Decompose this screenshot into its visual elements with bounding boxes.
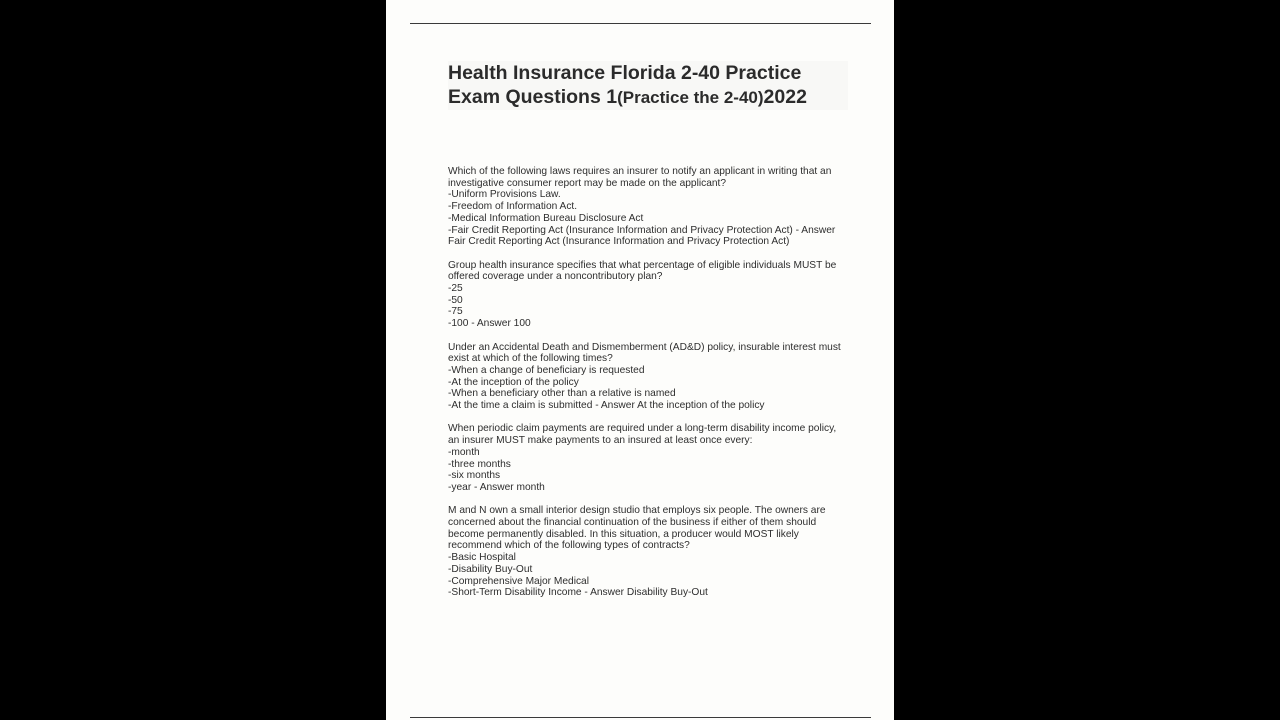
question-block xyxy=(448,342,858,412)
question-line: -Medical Information Bureau Disclosure Act xyxy=(448,212,644,224)
document-page xyxy=(386,0,894,720)
question-line: -50 xyxy=(448,294,463,306)
top-rule xyxy=(410,23,871,24)
question-block xyxy=(448,423,858,493)
question-text: M and N own a small interior design studio that employs six people. The owners are xyxy=(448,505,826,517)
question-line: offered coverage under a noncontributory plan? xyxy=(448,271,663,283)
question-line: -year - Answer month xyxy=(448,481,545,493)
question-line: -When a change of beneficiary is requested xyxy=(448,364,645,376)
question-line: become permanently disabled. In this situation, a producer would MOST likely xyxy=(448,528,799,540)
bottom-rule xyxy=(410,717,871,718)
question-line: -When a beneficiary other than a relative is named xyxy=(448,388,676,400)
question-text: Group health insurance specifies that what percentage of eligible individuals MUST be xyxy=(448,259,837,271)
title-line-2-paren: (Practice the 2-40) xyxy=(617,88,764,107)
question-line: -Comprehensive Major Medical xyxy=(448,575,589,587)
title-line-2 xyxy=(448,85,848,110)
title-line-2-year: 2022 xyxy=(763,86,807,108)
title-line-2-main: Exam Questions 1 xyxy=(448,86,618,108)
question-line: concerned about the financial continuation of the business if either of them should xyxy=(448,517,817,529)
question-block xyxy=(448,260,858,330)
question-line: -Short-Term Disability Income - Answer Disability Buy-Out xyxy=(448,587,708,599)
question-text: Which of the following laws requires an insurer to notify an applicant in writing that an xyxy=(448,166,832,177)
question-line: investigative consumer report may be made on the applicant? xyxy=(448,177,727,189)
question-block xyxy=(448,166,858,248)
document-title xyxy=(448,61,848,110)
title-line-1: Health Insurance Florida 2-40 Practice xyxy=(448,62,802,84)
question-line: -At the inception of the policy xyxy=(448,376,579,388)
question-line: -100 - Answer 100 xyxy=(448,318,531,330)
question-line: -75 xyxy=(448,306,463,318)
question-line: -At the time a claim is submitted - Answer At the inception of the policy xyxy=(448,400,765,412)
question-line: -25 xyxy=(448,283,463,295)
question-line: -Uniform Provisions Law. xyxy=(448,189,561,201)
question-line: -Freedom of Information Act. xyxy=(448,201,578,213)
question-line: exist at which of the following times? xyxy=(448,353,613,365)
question-block xyxy=(448,505,858,599)
question-line: -three months xyxy=(448,458,511,470)
question-line: -Fair Credit Reporting Act (Insurance Information and Privacy Protection Act) - Answer xyxy=(448,224,836,236)
question-line: -six months xyxy=(448,470,501,482)
question-line: Fair Credit Reporting Act (Insurance Information and Privacy Protection Act) xyxy=(448,236,790,248)
question-text: When periodic claim payments are required under a long-term disability income policy, xyxy=(448,423,837,435)
question-line: -month xyxy=(448,446,480,458)
question-line: an insurer MUST make payments to an insured at least once every: xyxy=(448,435,753,447)
question-text: Under an Accidental Death and Dismemberment (AD&D) policy, insurable interest must xyxy=(448,341,841,353)
question-line: recommend which of the following types of contracts? xyxy=(448,540,690,552)
questions-list xyxy=(448,166,858,611)
question-line: -Disability Buy-Out xyxy=(448,563,533,575)
question-line: -Basic Hospital xyxy=(448,552,516,564)
